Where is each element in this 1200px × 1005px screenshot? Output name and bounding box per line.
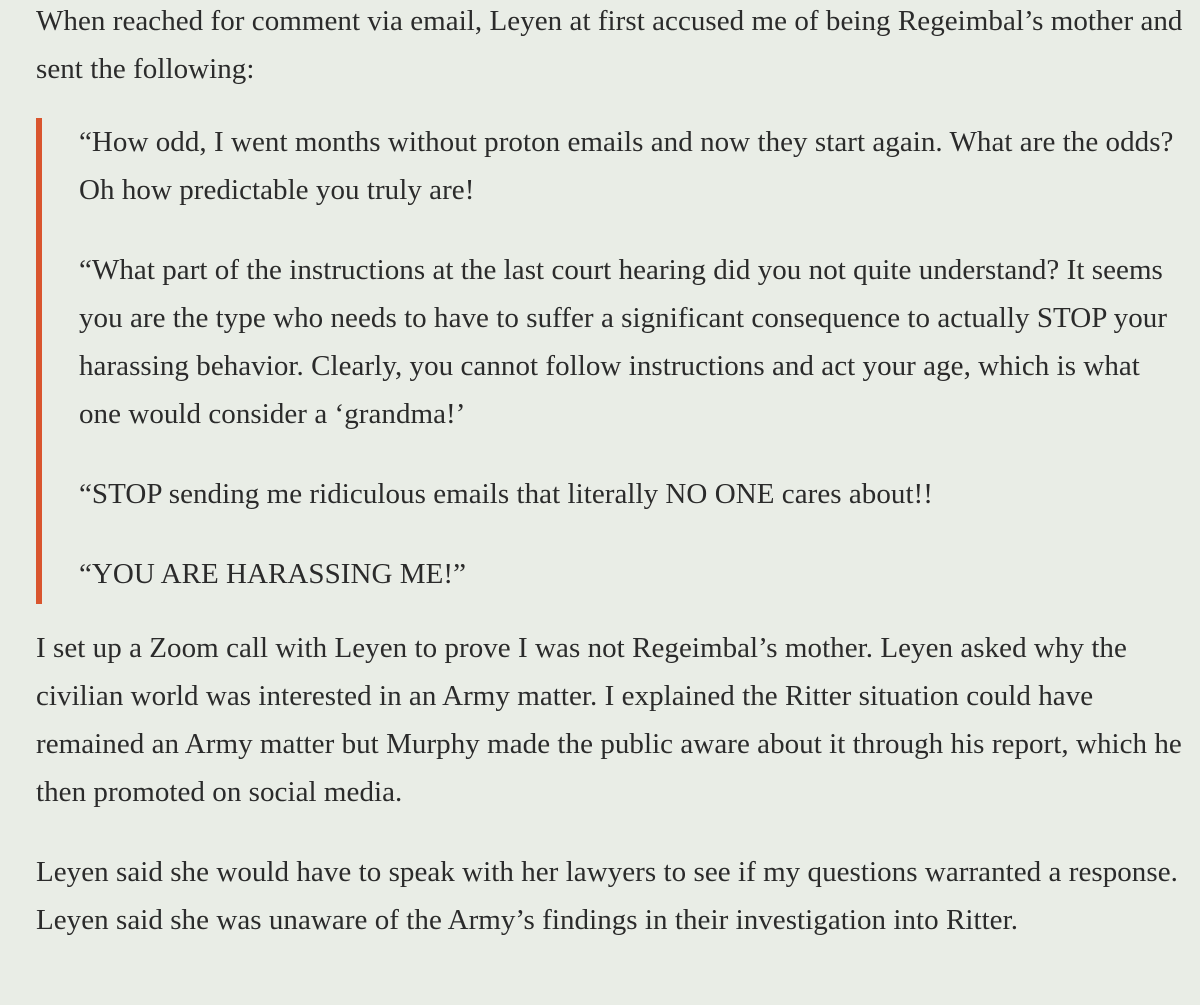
quote-paragraph-4: “YOU ARE HARASSING ME!” xyxy=(79,558,466,590)
quote-paragraph-1: “How odd, I went months without proton emails and now they start again. What are the odds? Oh how predictable you truly are! xyxy=(79,126,1174,206)
article-paragraph-3: Leyen said she would have to speak with her lawyers to see if my questions warranted a response. Leyen said she was unaware of the Army’s findings in their investigation into Ritter. xyxy=(36,856,1178,936)
blockquote xyxy=(36,118,1186,604)
quote-paragraph-3: “STOP sending me ridiculous emails that literally NO ONE cares about!! xyxy=(79,478,933,510)
quote-paragraph-2: “What part of the instructions at the last court hearing did you not quite understand? It seems you are the type who needs to have to suffer a significant consequence to actually STOP your harassing behavior. Clearly, you cannot follow instructions and act your age, which is what one would consider a ‘grandma!’ xyxy=(79,254,1168,430)
article-paragraph-2: I set up a Zoom call with Leyen to prove I was not Regeimbal’s mother. Leyen asked why the civilian world was interested in an Army matter. I explained the Ritter situation could have remained an Army matter but Murphy made the public aware about it through his report, which he then promoted on social media. xyxy=(36,632,1182,808)
article-paragraph-1: When reached for comment via email, Leyen at first accused me of being Regeimbal’s mother and sent the following: xyxy=(36,5,1183,85)
